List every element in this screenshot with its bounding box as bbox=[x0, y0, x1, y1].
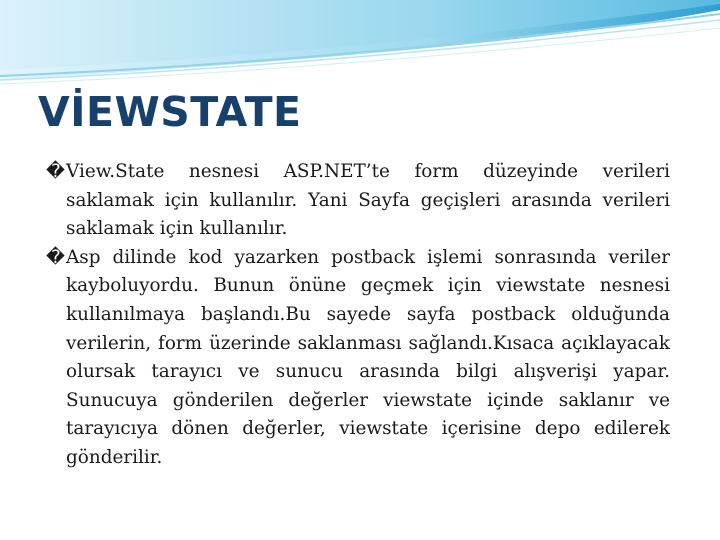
bullet-paragraph-2 bbox=[46, 244, 670, 473]
bullet-icon: � bbox=[46, 161, 65, 182]
slide-title: VİEWSTATE bbox=[38, 88, 302, 136]
slide-body bbox=[46, 158, 670, 473]
paragraph-text: View.State nesnesi ASP.NET’te form düzeyinde verileri saklamak için kullanılır. Yani Sayfa geçişleri arasında verileri saklamak için kullanılır. bbox=[66, 161, 670, 240]
header-wave-decoration bbox=[0, 0, 720, 90]
paragraph-text: Asp dilinde kod yazarken postback işlemi sonrasında veriler kayboluyordu. Bunun önüne geçmek için viewstate nesnesi kullanılmaya başlandı.Bu sayede sayfa postback olduğunda verilerin, form üzerinde saklanması sağlandı.Kısaca açıklayacak olursak tarayıcı ve sunucu arasında bilgi alışverişi yapar. Sunucuya gönderilen değerler viewstate içinde saklanır ve tarayıcıya dönen değerler, viewstate içerisine depo edilerek gönderilir. bbox=[66, 246, 670, 468]
bullet-paragraph-1 bbox=[46, 158, 670, 244]
bullet-icon: � bbox=[46, 246, 65, 268]
